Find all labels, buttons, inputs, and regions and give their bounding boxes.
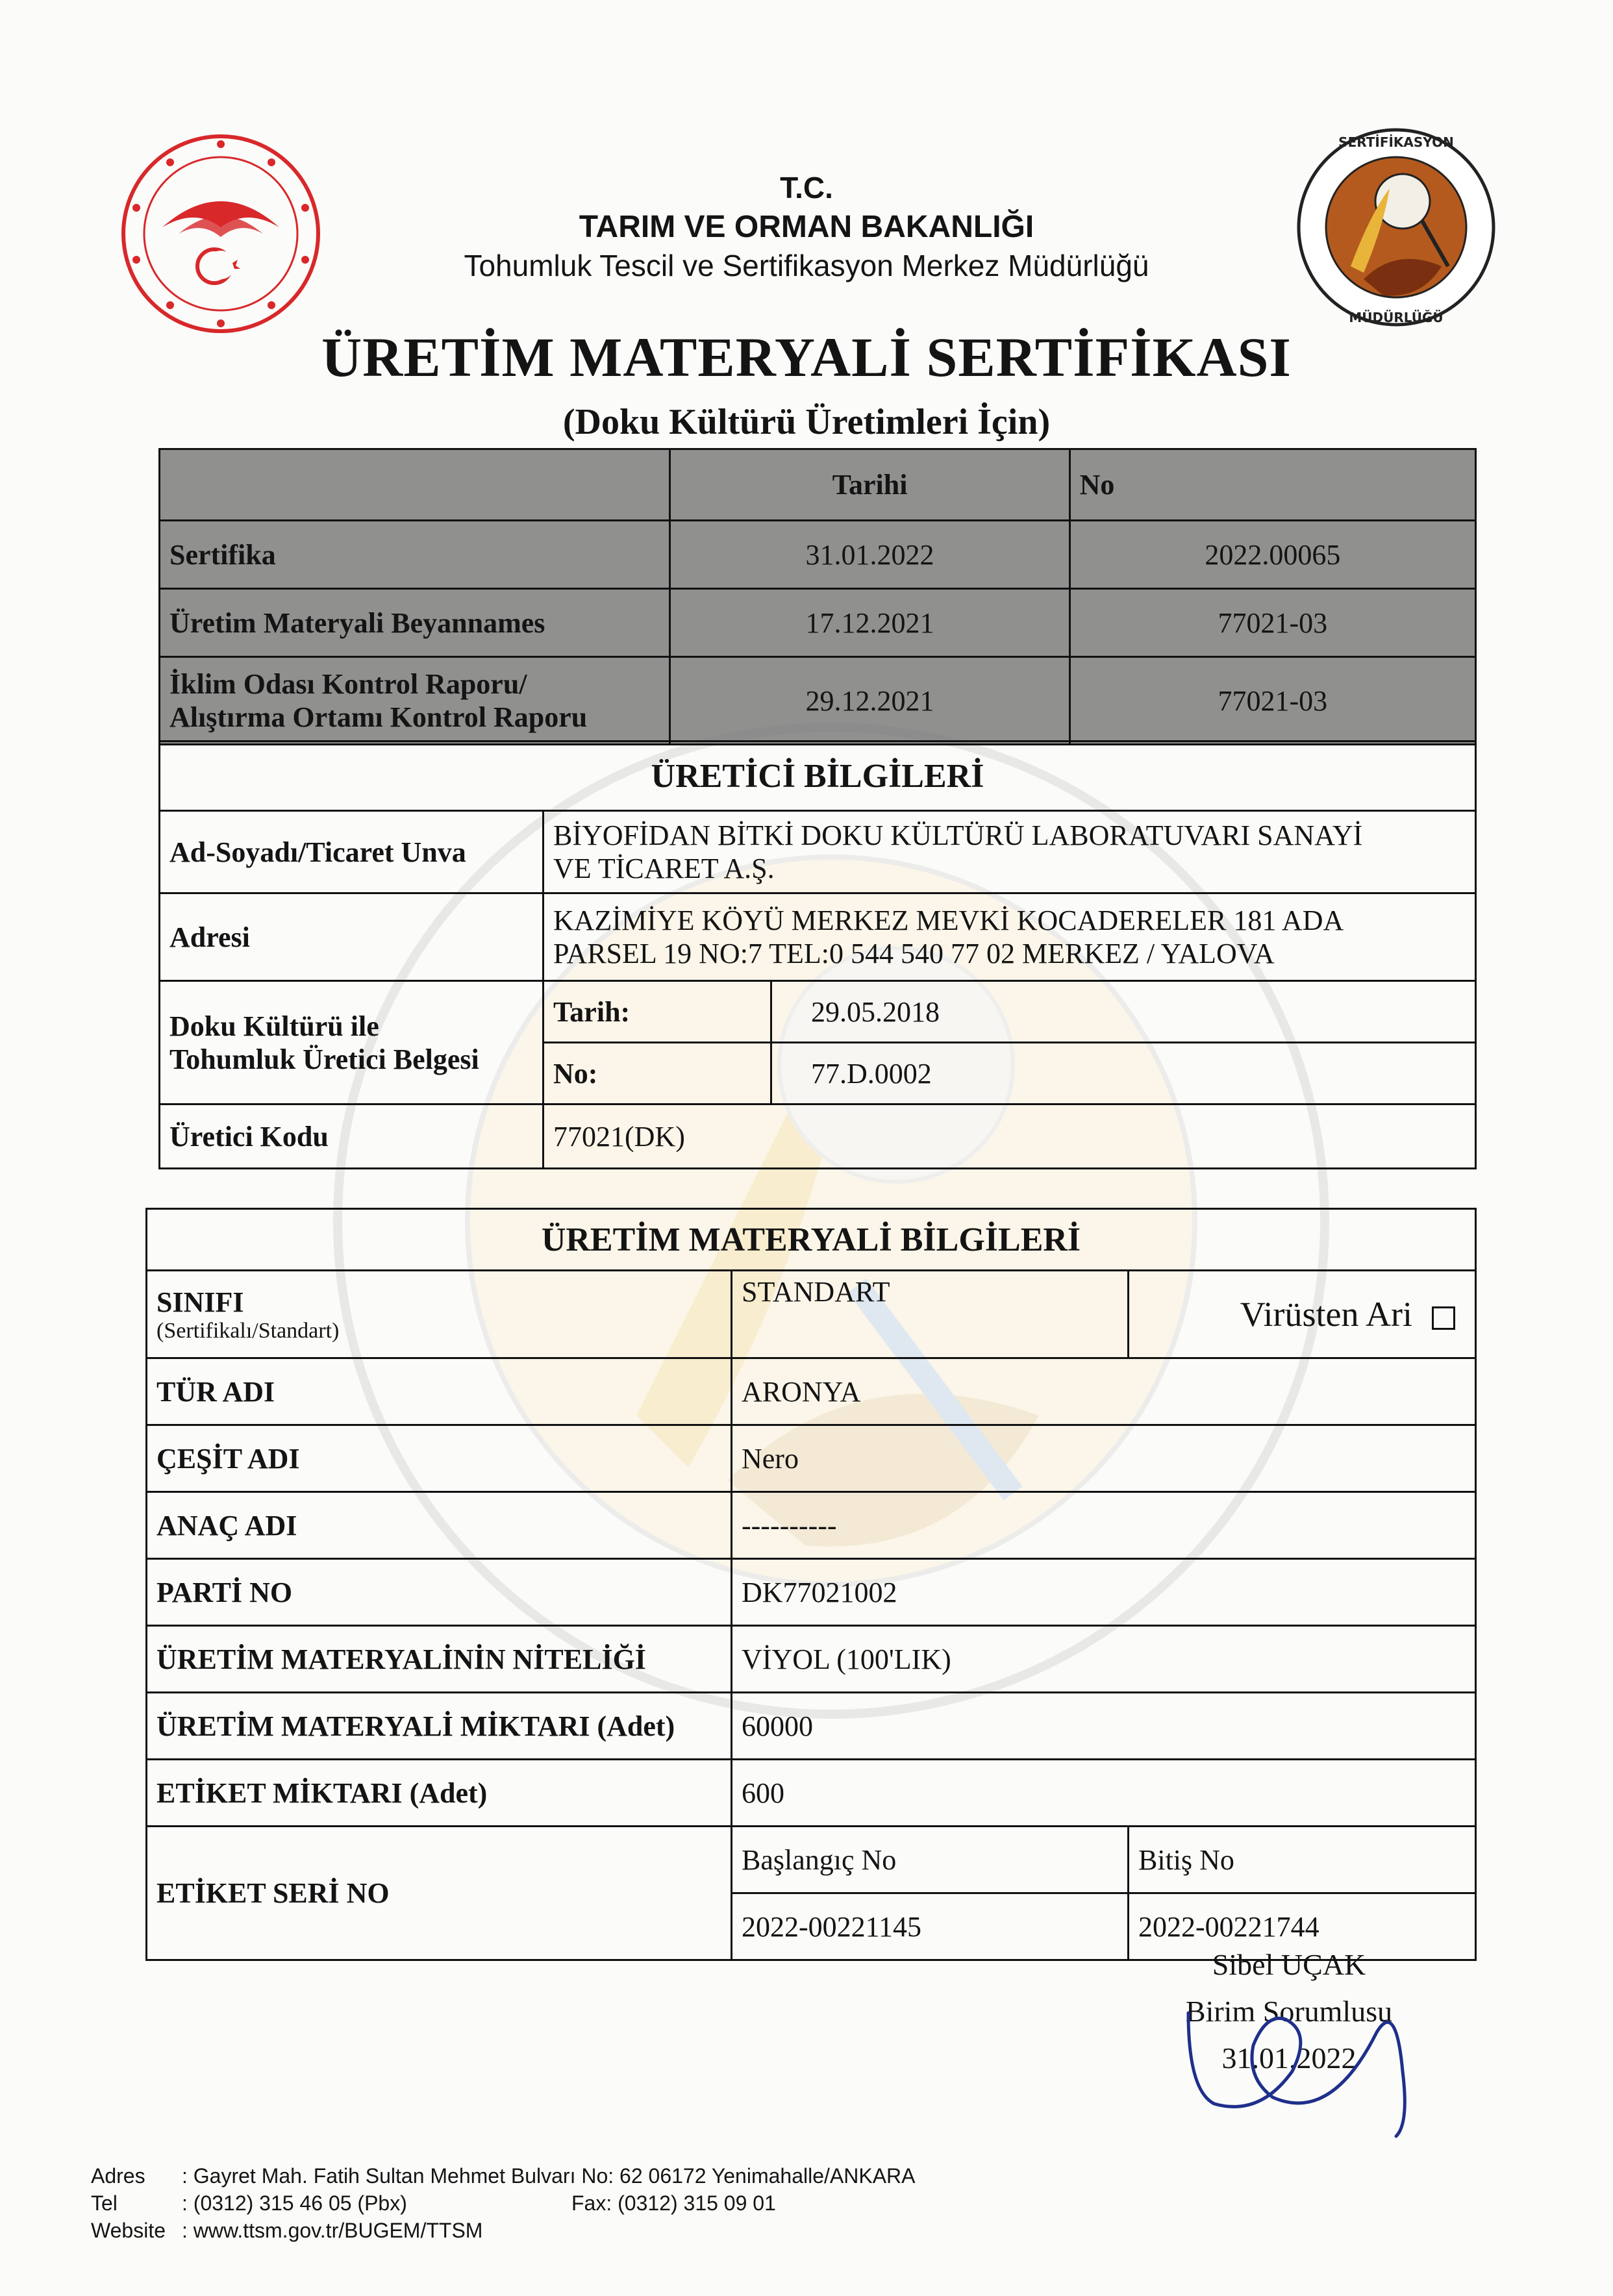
producer-code-label: Üretici Kodu [160, 1104, 544, 1169]
footer-fax: Fax: (0312) 315 09 01 [571, 2191, 776, 2215]
footer-website[interactable]: : www.ttsm.gov.tr/BUGEM/TTSM [182, 2219, 483, 2242]
row-date: 31.01.2022 [670, 521, 1069, 589]
footer-address-label: Adres [91, 2164, 145, 2188]
class-hint: (Sertifikalı/Standart) [156, 1318, 340, 1343]
serial-label: ETİKET SERİ NO [147, 1827, 732, 1960]
table-row [147, 1693, 1476, 1760]
producer-code-value: 77021(DK) [544, 1104, 1476, 1169]
table-row [147, 1626, 1476, 1693]
svg-text:MÜDÜRLÜĞÜ: MÜDÜRLÜĞÜ [1349, 310, 1444, 325]
table-row [147, 1492, 1476, 1559]
material-table [145, 1208, 1477, 1961]
table-row [147, 1827, 1476, 1893]
address-label: Adresi [160, 893, 544, 981]
header-tc: T.C. [780, 171, 833, 205]
cert-no-label: No: [544, 1043, 771, 1104]
class-value: STANDART [732, 1271, 1129, 1358]
table-row [147, 1358, 1476, 1425]
rootstock-label: ANAÇ ADI [147, 1492, 732, 1559]
row-label-line1: İklim Odası Kontrol Raporu/ [169, 668, 527, 700]
handwritten-signature [1162, 1974, 1435, 2143]
cert-date-value: 29.05.2018 [771, 981, 1476, 1043]
row-label: Üretim Materyali Beyannames [160, 589, 670, 657]
producer-name-label: Ad-Soyadı/Ticaret Unva [160, 811, 544, 893]
lot-label: PARTİ NO [147, 1559, 732, 1626]
row-no: 77021-03 [1069, 657, 1475, 745]
producer-cert-label [160, 981, 544, 1104]
table-row [160, 981, 1476, 1043]
footer-tel: : (0312) 315 46 05 (Pbx) [182, 2191, 407, 2215]
ministry-name: TARIM VE ORMAN BAKANLIĞI [579, 210, 1034, 244]
row-no: 2022.00065 [1069, 521, 1475, 589]
producer-cert-label-line1: Doku Kültürü ile [169, 1010, 379, 1042]
directorate-name: Tohumluk Tescil ve Sertifikasyon Merkez Müdürlüğü [464, 249, 1149, 282]
producer-table [158, 740, 1477, 1169]
table-row [160, 893, 1476, 981]
variety-label: ÇEŞİT ADI [147, 1425, 732, 1492]
table-row [147, 1760, 1476, 1827]
page-subtitle: (Doku Kültürü Üretimleri İçin) [562, 402, 1051, 442]
col-date-header: Tarihi [670, 449, 1069, 521]
nature-label: ÜRETİM MATERYALİNİN NİTELİĞİ [147, 1626, 732, 1693]
table-row [147, 1559, 1476, 1626]
rootstock-value: ---------- [732, 1492, 1476, 1559]
serial-start-label: Başlangıç No [732, 1827, 1129, 1893]
row-date: 29.12.2021 [670, 657, 1069, 745]
table-row [160, 521, 1476, 589]
footer-address: : Gayret Mah. Fatih Sultan Mehmet Bulvarı No: 62 06172 Yenimahalle/ANKARA [182, 2164, 916, 2188]
col-no-header: No [1069, 449, 1475, 521]
producer-name-value [544, 811, 1476, 893]
nature-value: VİYOL (100'LIK) [732, 1626, 1476, 1693]
footer-contact [91, 2162, 915, 2244]
table-row [160, 811, 1476, 893]
material-section-title: ÜRETİM MATERYALİ BİLGİLERİ [147, 1209, 1476, 1271]
species-label: TÜR ADI [147, 1358, 732, 1425]
virus-free-cell [1129, 1271, 1476, 1358]
serial-start-value: 2022-00221145 [732, 1893, 1129, 1960]
table-row [147, 1425, 1476, 1492]
producer-name-line2: VE TİCARET A.Ş. [553, 853, 775, 884]
row-label [160, 657, 670, 745]
label-quantity-value: 600 [732, 1760, 1476, 1827]
address-line1: KAZİMİYE KÖYÜ MERKEZ MEVKİ KOCADERELER 181 ADA [553, 905, 1344, 936]
serial-end-value: 2022-00221744 [1129, 1893, 1476, 1960]
quantity-label: ÜRETİM MATERYALİ MİKTARI (Adet) [147, 1693, 732, 1760]
table-row [147, 1271, 1476, 1358]
address-value [544, 893, 1476, 981]
lot-value: DK77021002 [732, 1559, 1476, 1626]
svg-text:SERTİFİKASYON: SERTİFİKASYON [1338, 134, 1454, 150]
cert-date-label: Tarih: [544, 981, 771, 1043]
virus-free-checkbox[interactable] [1432, 1306, 1455, 1330]
row-date: 17.12.2021 [670, 589, 1069, 657]
cert-no-value: 77.D.0002 [771, 1043, 1476, 1104]
label-quantity-label: ETİKET MİKTARI (Adet) [147, 1760, 732, 1827]
signatory-role: Birim Sorumlusu [1185, 1995, 1393, 2028]
signatory-name: Sibel UÇAK [1212, 1948, 1366, 1981]
class-label [147, 1271, 732, 1358]
species-value: ARONYA [732, 1358, 1476, 1425]
page-title: ÜRETİM MATERYALİ SERTİFİKASI [321, 326, 1292, 388]
producer-section-title: ÜRETİCİ BİLGİLERİ [160, 742, 1476, 811]
footer-website-label: Website [91, 2219, 166, 2242]
table-row [160, 657, 1476, 745]
producer-cert-label-line2: Tohumluk Üretici Belgesi [169, 1043, 479, 1075]
table-row [160, 449, 1476, 521]
virus-free-label: Virüsten Ari [1240, 1295, 1412, 1334]
quantity-value: 60000 [732, 1693, 1476, 1760]
footer-tel-label: Tel [91, 2191, 118, 2215]
table-row [160, 589, 1476, 657]
address-line2: PARSEL 19 NO:7 TEL:0 544 540 77 02 MERKEZ / YALOVA [553, 938, 1275, 969]
serial-end-label: Bitiş No [1129, 1827, 1476, 1893]
variety-value: Nero [732, 1425, 1476, 1492]
row-label: Sertifika [160, 521, 670, 589]
class-label-text: SINIFI [156, 1286, 244, 1318]
signature-date: 31.01.2022 [1221, 2041, 1357, 2075]
producer-name-line1: BİYOFİDAN BİTKİ DOKU KÜLTÜRÜ LABORATUVARI SANAYİ [553, 819, 1363, 851]
row-no: 77021-03 [1069, 589, 1475, 657]
certificate-table [158, 448, 1477, 745]
table-row [160, 1104, 1476, 1169]
row-label-line2: Alıştırma Ortamı Kontrol Raporu [169, 701, 588, 733]
